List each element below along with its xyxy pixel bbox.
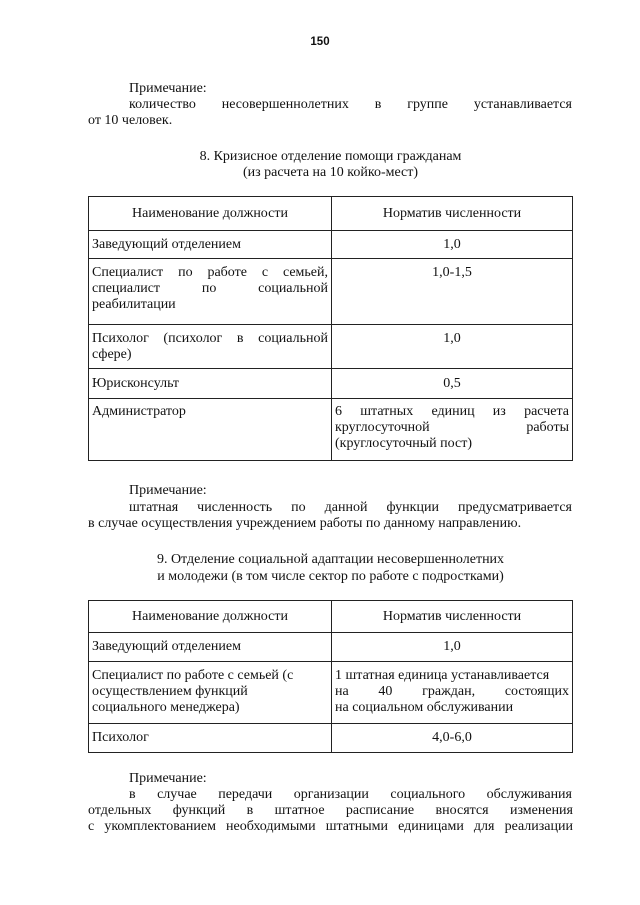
section-title: 9. Отделение социальной адаптации несовершеннолетних (156, 552, 505, 567)
cell-text: на 40 граждан, состоящих (335, 684, 569, 699)
cell-text: (круглосуточный пост) (335, 436, 473, 451)
table-header-row (89, 197, 573, 231)
table-row (89, 399, 573, 461)
column-header-position: Наименование должности (89, 197, 332, 231)
norm-cell (332, 325, 573, 369)
norm-cell (332, 662, 573, 724)
cell-text: Специалист по работе с семьей, (92, 265, 328, 280)
cell-text: Юрисконсульт (92, 375, 180, 391)
cell-text: специалист по социальной (92, 281, 328, 296)
norm-cell (332, 259, 573, 325)
table-header-row (89, 601, 573, 633)
column-header-norm: Норматив численности (332, 601, 573, 633)
cell-text: Психолог (психолог в социальной (92, 331, 328, 346)
norm-cell (332, 399, 573, 461)
note-text-line: штатная численность по данной функции предусматривается (129, 500, 572, 515)
table-row (89, 259, 573, 325)
column-header-position: Наименование должности (89, 601, 332, 633)
cell-text: реабилитации (92, 297, 176, 312)
cell-text: осуществлением функций (92, 684, 248, 699)
cell-text: Специалист по работе с семьей (с (92, 668, 294, 683)
note-label: Примечание: (129, 81, 207, 96)
norm-cell (332, 724, 573, 753)
position-cell (89, 399, 332, 461)
note-label: Примечание: (129, 483, 207, 498)
cell-text: на социальном обслуживании (335, 700, 514, 715)
cell-text: 4,0-6,0 (432, 730, 472, 745)
norm-cell (332, 369, 573, 399)
cell-text: 0,5 (443, 375, 461, 391)
position-cell (89, 325, 332, 369)
table-row (89, 369, 573, 399)
table-row (89, 662, 573, 724)
norm-cell (332, 231, 573, 259)
cell-text: 1,0-1,5 (432, 265, 472, 280)
table-row (89, 325, 573, 369)
cell-text: Заведующий отделением (92, 236, 241, 252)
table-row (89, 231, 573, 259)
note-text-line: в случае передачи организации социального обслуживания (129, 787, 572, 802)
staffing-table-adaptation (88, 600, 573, 753)
note-text-line: от 10 человек. (88, 113, 173, 128)
cell-text: 1,0 (443, 331, 461, 346)
staffing-table-crisis (88, 196, 573, 461)
section-subtitle: и молодежи (в том числе сектор по работе с подростками) (157, 569, 504, 584)
cell-text: Заведующий отделением (92, 639, 241, 654)
note-text-line: с укомплектованием необходимыми штатными единицами для реализации (88, 819, 573, 834)
cell-text: Администратор (92, 404, 186, 419)
position-cell (89, 231, 332, 259)
position-cell (89, 662, 332, 724)
note-text-line: количество несовершеннолетних в группе устанавливается (129, 97, 572, 112)
cell-text: круглосуточной работы (335, 420, 569, 435)
page-number: 150 (310, 36, 330, 48)
table-row (89, 724, 573, 753)
cell-text: 1,0 (443, 236, 461, 252)
cell-text: Психолог (92, 730, 149, 745)
norm-cell (332, 633, 573, 662)
note-label: Примечание: (129, 771, 207, 786)
column-header-norm: Норматив численности (332, 197, 573, 231)
position-cell (89, 633, 332, 662)
position-cell (89, 259, 332, 325)
table-row (89, 633, 573, 662)
cell-text: 1 штатная единица устанавливается (335, 668, 550, 683)
position-cell (89, 369, 332, 399)
position-cell (89, 724, 332, 753)
cell-text: сфере) (92, 347, 132, 362)
note-text-line: отдельных функций в штатное расписание вносятся изменения (88, 803, 573, 818)
note-text-line: в случае осуществления учреждением работы по данному направлению. (88, 516, 522, 531)
section-title: 8. Кризисное отделение помощи гражданам (199, 149, 462, 164)
cell-text: социального менеджера) (92, 700, 240, 715)
cell-text: 1,0 (443, 639, 461, 654)
cell-text: 6 штатных единиц из расчета (335, 404, 569, 419)
section-subtitle: (из расчета на 10 койко-мест) (242, 165, 419, 180)
